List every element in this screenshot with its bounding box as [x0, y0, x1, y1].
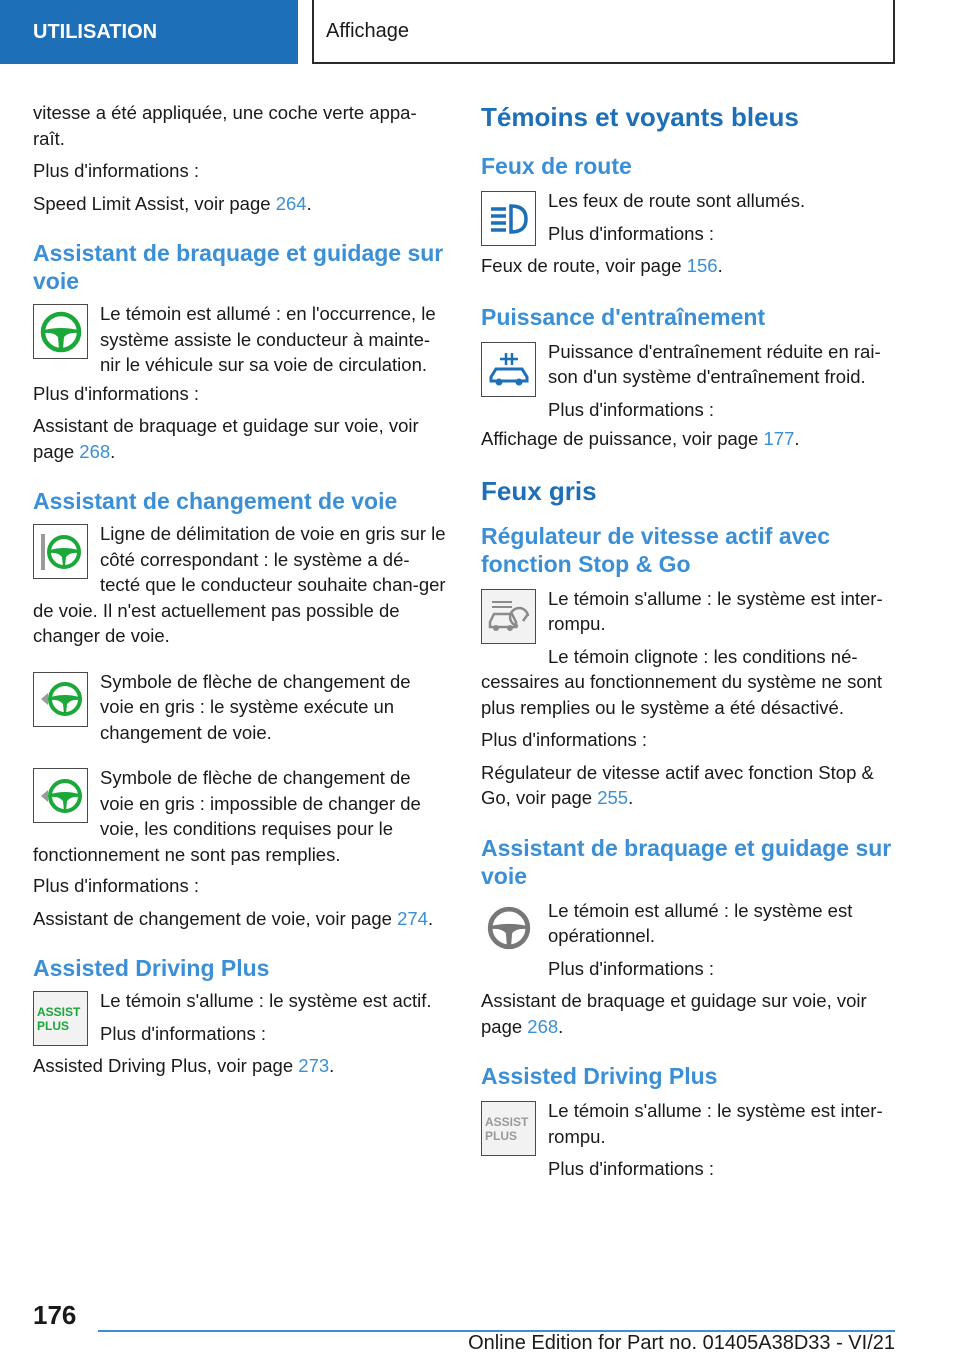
steering-description: Le témoin est allumé : en l'occurrence, le système assiste le conducteur à mainte-nir le véhicule sur sa voie de circulation. [100, 303, 436, 375]
high-beam-reference: Feux de route, voir page 156. [481, 255, 723, 276]
section-heading-assisted-driving: Assisted Driving Plus [33, 955, 270, 981]
assist-plus-green-icon: ASSIST PLUS [33, 991, 88, 1046]
assisted-driving-reference: Assisted Driving Plus, voir page 273. [33, 1055, 335, 1076]
section-heading-steering: Assistant de braquage et guidage sur voie [33, 240, 444, 294]
assist-plus-grey-icon: ASSIST PLUS [481, 1101, 536, 1156]
more-info-label: Plus d'informations : [548, 957, 714, 979]
lane-change-description-2: Symbole de flèche de changement de voie en gris : le système exécute un changement de voie. [100, 670, 411, 743]
more-info-label: Plus d'informations : [548, 1158, 714, 1179]
section-label: UTILISATION [33, 20, 158, 43]
page-link-274[interactable]: 274 [397, 907, 428, 929]
acc-description-1: Le témoin s'allume : le système est inter-rompu. [548, 587, 883, 634]
steering-wheel-green-icon [33, 304, 88, 359]
more-info-label: Plus d'informations : [481, 729, 647, 750]
steering-grey-description: Le témoin est allumé : le système est opérationnel. [548, 899, 853, 946]
more-info-label: Plus d'informations : [33, 160, 199, 181]
page-link-268[interactable]: 268 [79, 440, 111, 462]
intro-text: vitesse a été appliquée, une coche verte appa-raît. [33, 102, 417, 149]
more-info-label: Plus d'informations : [33, 875, 199, 896]
acc-item [481, 586, 895, 721]
assisted-driving-item [33, 988, 447, 1079]
more-info-label: Plus d'informations : [33, 382, 199, 404]
drive-power-description: Puissance d'entraînement réduite en rai-son d'un système d'entraînement froid. [548, 340, 881, 387]
page-link-177[interactable]: 177 [763, 428, 795, 449]
reduced-drive-power-icon [481, 342, 536, 397]
steering-grey-item [481, 898, 895, 982]
assisted-driving-grey-description: Le témoin s'allume : le système est inter-rompu. [548, 1100, 883, 1147]
lane-change-item-2 [33, 669, 447, 746]
section-heading-assisted-driving-grey: Assisted Driving Plus [481, 1063, 718, 1089]
page-link-156[interactable]: 156 [686, 255, 718, 276]
section-heading-acc: Régulateur de vitesse actif avec fonction Stop & Go [481, 522, 830, 577]
more-info-label: Plus d'informations : [548, 222, 714, 244]
lane-change-blocked-icon [33, 768, 88, 823]
lane-change-description-1: Ligne de délimitation de voie en gris sur le côté correspondant : le système a dé-tecté que le conducteur souhaite chan-ger de voie. Il n'est actuellement pas possible de changer de voie. [33, 523, 446, 646]
chapter-label: Affichage [326, 19, 410, 42]
lane-change-description-3: Symbole de flèche de changement de voie en gris : impossible de changer de voie, les conditions requises pour le fonctionnement ne sont pas remplies. [33, 767, 421, 865]
lane-change-item-3 [33, 765, 447, 867]
section-tab [0, 0, 298, 64]
assisted-driving-description: Le témoin s'allume : le système est actif. [100, 990, 432, 1011]
active-cruise-control-icon [481, 589, 536, 644]
lane-change-reference: Assistant de changement de voie, voir page 274. [33, 907, 434, 929]
steering-grey-reference: Assistant de braquage et guidage sur voie, voir page 268. [481, 990, 867, 1037]
page-link-273[interactable]: 273 [298, 1055, 330, 1076]
steering-reference: Assistant de braquage et guidage sur voie, voir page 268. [33, 415, 419, 462]
drive-power-item [481, 339, 895, 423]
section-heading-high-beam: Feux de route [481, 153, 632, 179]
intro-reference: Speed Limit Assist, voir page 264. [33, 192, 312, 214]
acc-reference: Régulateur de vitesse actif avec fonction Stop & Go, voir page 255. [481, 761, 874, 808]
chapter-header [312, 0, 895, 64]
page-link-264[interactable]: 264 [275, 192, 307, 214]
drive-power-reference: Affichage de puissance, voir page 177. [481, 428, 800, 449]
acc-description-2: Le témoin clignote : les conditions né-cessaires au fonctionnement du système ne sont plus remplies ou le système a été désactivé. [481, 645, 883, 718]
right-column [481, 100, 895, 1182]
lane-change-arrow-icon [33, 672, 88, 727]
steering-item [33, 301, 447, 378]
steering-wheel-grey-icon [481, 901, 536, 956]
lane-change-item-1 [33, 521, 447, 649]
section-heading-steering-grey: Assistant de braquage et guidage sur voie [481, 834, 892, 889]
left-column [33, 100, 447, 1079]
edition-footer: Online Edition for Part no. 01405A38D33 - VI/21 [468, 1332, 895, 1354]
grey-indicators-heading: Feux gris [481, 475, 597, 506]
page-number: 176 [33, 1300, 77, 1330]
blue-indicators-heading: Témoins et voyants bleus [481, 102, 799, 132]
high-beam-item [481, 188, 895, 279]
lane-line-steering-icon [33, 524, 88, 579]
section-heading-lane-change: Assistant de changement de voie [33, 488, 398, 514]
more-info-label: Plus d'informations : [100, 1022, 266, 1044]
page-link-268[interactable]: 268 [527, 1015, 559, 1037]
high-beam-description: Les feux de route sont allumés. [548, 190, 806, 211]
high-beam-icon [481, 191, 536, 246]
page-link-255[interactable]: 255 [597, 787, 629, 808]
assisted-driving-grey-item [481, 1098, 895, 1182]
section-heading-drive-power: Puissance d'entraînement [481, 303, 766, 330]
more-info-label: Plus d'informations : [548, 398, 714, 420]
